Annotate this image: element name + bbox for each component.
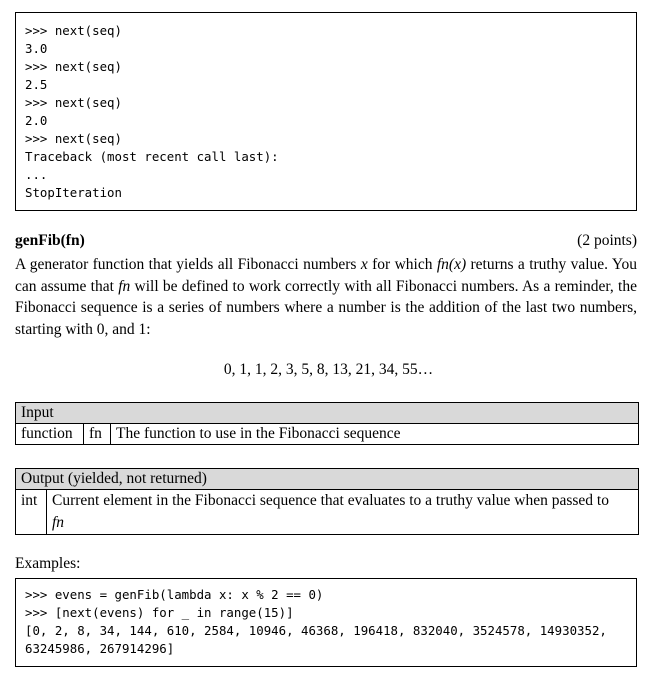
code-line: >>> next(seq) bbox=[25, 95, 122, 110]
code-line: [0, 2, 8, 34, 144, 610, 2584, 10946, 46368, 196418, 832040, 3524578, 14930352, bbox=[25, 623, 607, 638]
output-type: int bbox=[16, 490, 47, 535]
function-title: genFib(fn) bbox=[15, 232, 85, 249]
code-line: StopIteration bbox=[25, 185, 122, 200]
param-description: The function to use in the Fibonacci sequence bbox=[111, 424, 639, 445]
section-heading bbox=[15, 232, 637, 250]
code-line: Traceback (most recent call last): bbox=[25, 149, 279, 164]
code-line: >>> next(seq) bbox=[25, 23, 122, 38]
code-line: 2.0 bbox=[25, 113, 48, 128]
para-var: fn bbox=[118, 277, 131, 295]
param-type: function bbox=[16, 424, 84, 445]
code-line: ... bbox=[25, 167, 48, 182]
output-table bbox=[15, 468, 639, 535]
examples-label: Examples: bbox=[15, 555, 81, 572]
code-block-examples bbox=[15, 578, 637, 667]
input-table bbox=[15, 402, 639, 445]
input-header: Input bbox=[16, 403, 639, 424]
code-line: 63245986, 267914296] bbox=[25, 641, 175, 656]
para-var: x bbox=[360, 256, 368, 273]
code-line: >>> next(seq) bbox=[25, 131, 122, 146]
output-description-var: fn bbox=[52, 514, 65, 531]
para-text: A generator function that yields all Fibonacci numbers bbox=[15, 256, 361, 273]
para-var: fn(x) bbox=[436, 256, 467, 273]
code-block-top bbox=[15, 12, 637, 211]
code-line: >>> [next(evens) for _ in range(15)] bbox=[25, 605, 294, 620]
para-text: returns a truthy value. You can assume that bbox=[15, 256, 638, 295]
param-name: fn bbox=[84, 424, 111, 445]
output-description-text: Current element in the Fibonacci sequence that evaluates to a truthy value when passed to bbox=[52, 492, 609, 509]
description-paragraph bbox=[15, 254, 637, 340]
code-line: >>> next(seq) bbox=[25, 59, 122, 74]
output-description bbox=[47, 490, 639, 535]
code-line: 3.0 bbox=[25, 41, 48, 56]
fibonacci-sequence: 0, 1, 1, 2, 3, 5, 8, 13, 21, 34, 55… bbox=[223, 361, 434, 378]
para-text: for which bbox=[367, 256, 437, 273]
code-line: 2.5 bbox=[25, 77, 48, 92]
points-label: (2 points) bbox=[577, 232, 637, 249]
para-text: will be defined to work correctly with all Fibonacci numbers. As a reminder, the Fibonacci sequence is a series of numbers where a number is the addition of the last two numbers, starting with 0, and 1: bbox=[15, 277, 637, 338]
code-line: >>> evens = genFib(lambda x: x % 2 == 0) bbox=[25, 587, 324, 602]
output-header: Output (yielded, not returned) bbox=[16, 469, 639, 490]
